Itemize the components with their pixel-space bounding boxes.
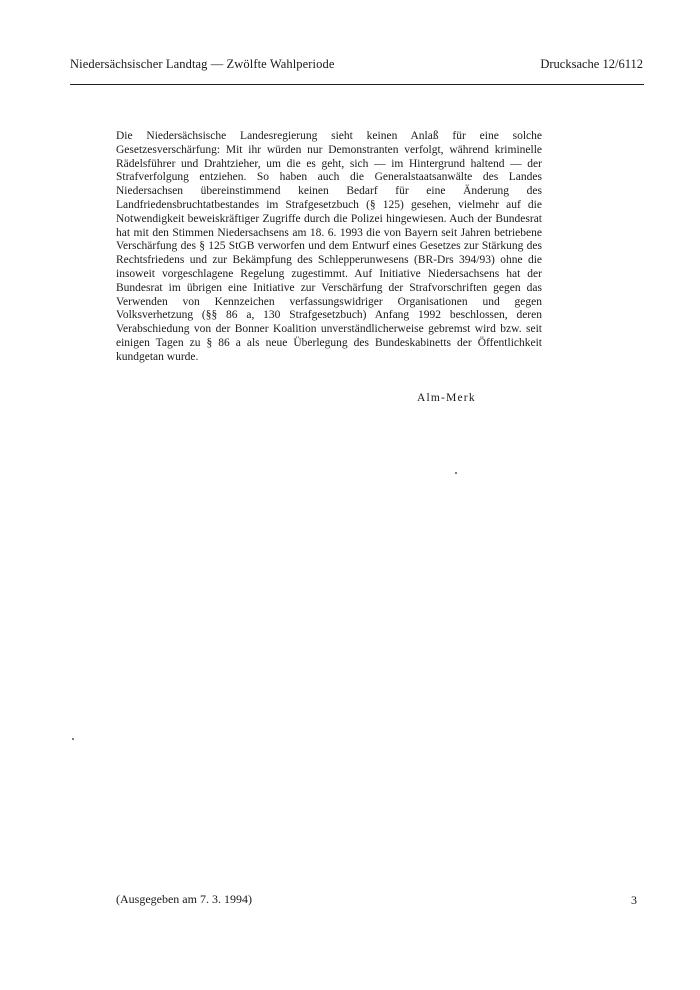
document-number: Drucksache 12/6112	[540, 57, 643, 71]
body-paragraph: Die Niedersächsische Landesregierung sieht keinen Anlaß für eine solche Gesetzesverschärfung: Mit ihr würden nur Demonstranten verfolgt, während kriminelle Rädelsführer und Drahtzieher, um die es geht, sich — im Hintergrund haltend — der Strafverfolgung entziehen. So haben auch die Generalstaatsanwälte des Landes Niedersachsen übereinstimmend keinen Bedarf für eine Änderung des Landfriedensbruchtatbestandes im Strafgesetzbuch (§ 125) gesehen, vielmehr auf die Notwendigkeit beweiskräftiger Zugriffe durch die Polizei hingewiesen. Auch der Bundesrat hat mit den Stimmen Niedersachsens am 18. 6. 1993 die von Bayern seit Jahren betriebene Verschärfung des § 125 StGB verworfen und dem Entwurf eines Gesetzes zur Stärkung des Rechtsfriedens und zur Bekämpfung des Schlepperunwesens (BR-Drs 394/93) ohne die insoweit vorgeschlagene Regelung zugestimmt. Auf Initiative Niedersachsens hat der Bundesrat im übrigen eine Initiative zur Verschärfung der Strafvorschriften gegen das Verwenden von Kennzeichen verfassungswidriger Organisationen und gegen Volksverhetzung (§§ 86 a, 130 Strafgesetzbuch) Anfang 1992 beschlossen, deren Verabschiedung von der Bonner Koalition unverständlicherweise gebremst wird bzw. seit einigen Tagen zu § 86 a als neue Überlegung des Bundeskabinetts der Öffentlichkeit kundgetan wurde.	[116, 130, 542, 363]
issue-date: (Ausgegeben am 7. 3. 1994)	[116, 892, 252, 906]
scan-speck	[455, 472, 457, 474]
signature: Alm-Merk	[417, 392, 476, 404]
header-title: Niedersächsischer Landtag — Zwölfte Wahlperiode	[70, 57, 335, 71]
page-number: 3	[631, 893, 637, 907]
scan-speck	[72, 738, 74, 740]
header-rule	[70, 84, 644, 85]
